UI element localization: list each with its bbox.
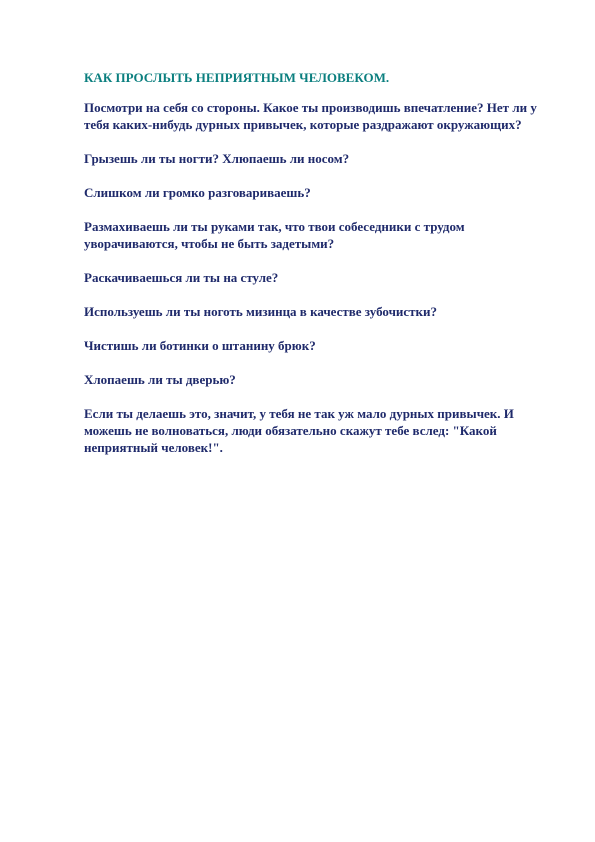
paragraph-intro: Посмотри на себя со стороны. Какое ты производишь впечатление? Нет ли у тебя каких-нибудь дурных привычек, которые раздражают окружающих? (84, 100, 537, 132)
document-page (84, 70, 544, 473)
document-title: КАК ПРОСЛЫТЬ НЕПРИЯТНЫМ ЧЕЛОВЕКОМ. (84, 70, 390, 85)
paragraph-chair: Раскачиваешься ли ты на стуле? (84, 270, 279, 285)
paragraph-boots: Чистишь ли ботинки о штанину брюк? (84, 338, 316, 353)
paragraph-fingernail: Используешь ли ты ноготь мизинца в качестве зубочистки? (84, 304, 438, 319)
paragraph-loud: Слишком ли громко разговариваешь? (84, 185, 311, 200)
paragraph-door: Хлопаешь ли ты дверью? (84, 372, 236, 387)
paragraph-conclusion: Если ты делаешь это, значит, у тебя не так уж мало дурных привычек. И можешь не волноваться, люди обязательно скажут тебе вслед: "Какой неприятный человек!". (84, 406, 514, 455)
paragraph-nails: Грызешь ли ты ногти? Хлюпаешь ли носом? (84, 151, 350, 166)
paragraph-hands: Размахиваешь ли ты руками так, что твои собеседники с трудом уворачиваются, чтобы не быть задетыми? (84, 219, 465, 251)
